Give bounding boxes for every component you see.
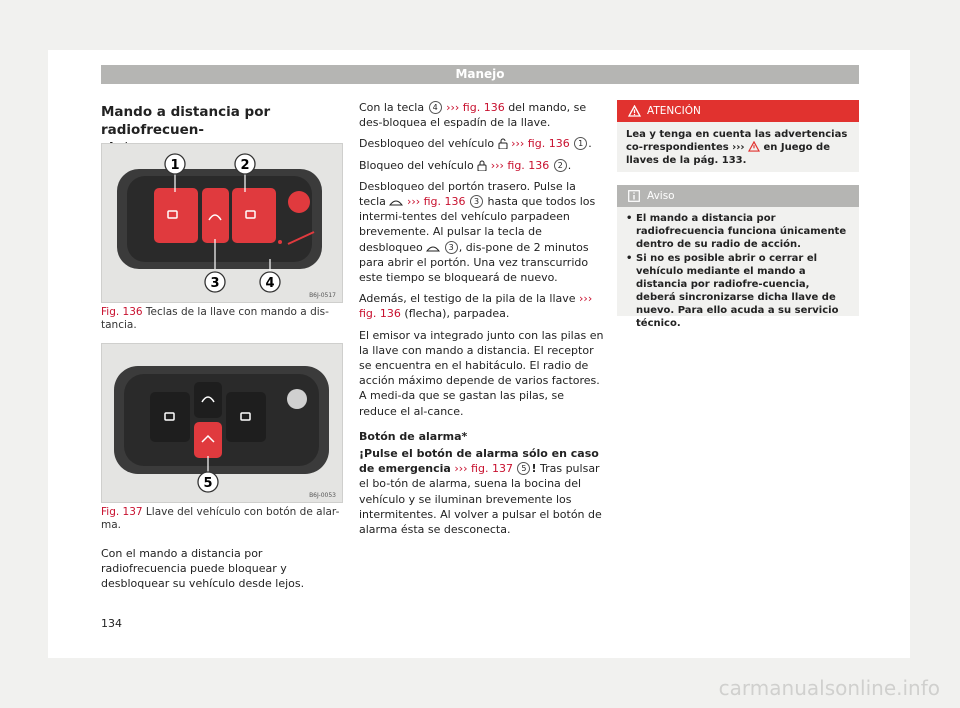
warning-link[interactable]: en Juego de llaves de la pág. 133.	[626, 142, 830, 166]
unlock-icon	[498, 138, 508, 149]
main-text-column	[359, 100, 604, 543]
figure-link[interactable]: ››› fig. 136	[490, 158, 550, 172]
svg-text:1: 1	[170, 158, 180, 173]
info-icon	[628, 190, 640, 202]
figure-137	[101, 343, 343, 503]
page-header: Manejo	[101, 65, 859, 84]
paragraph-key-blade: Con la tecla 4 ››› fig. 136 del mando, se des-bloquea el espadín de la llave.	[359, 101, 587, 130]
intro-paragraph	[101, 546, 341, 591]
warning-triangle-icon	[628, 105, 641, 117]
svg-text:4: 4	[265, 276, 275, 291]
figure-code: B6J-0517	[309, 292, 336, 299]
callout-1	[165, 154, 185, 174]
callout-ref: 2	[554, 159, 567, 172]
paragraph-unlock: Desbloqueo del vehículo ››› fig. 136 1 .	[359, 137, 592, 151]
note-header	[617, 185, 859, 207]
figure-136-caption	[101, 306, 341, 332]
callout-ref: 3	[470, 195, 483, 208]
list-item: • El mando a distancia por radiofrecuencia funciona únicamente dentro de su radio de acción.	[626, 212, 850, 251]
svg-text:2: 2	[240, 158, 250, 173]
section-title: Mando a distancia por radiofrecuen-	[101, 104, 271, 138]
key-illustration-137	[102, 344, 342, 502]
caption-label: Fig. 137	[101, 506, 143, 518]
figure-link[interactable]: ››› fig. 136	[406, 195, 466, 209]
list-item: • Si no es posible abrir o cerrar el vehículo mediante el mando a distancia por radiofre-cuencia, deberá sincronizarse dicha llave de nuevo. Para ello acuda a su servicio técnico.	[626, 252, 850, 330]
page-number: 134	[101, 617, 122, 630]
intro-text: Con el mando a distancia por radiofrecuencia puede bloquear y desbloquear su vehículo desde lejos.	[101, 547, 305, 590]
callout-ref: 1	[574, 137, 587, 150]
callout-4	[260, 272, 280, 292]
tailgate-icon	[389, 198, 403, 207]
figure-code: B6J-0053	[309, 492, 336, 499]
paragraph-alarm: ¡Pulse el botón de alarma sólo en caso de emergencia ››› fig. 137 5 ! Tras pulsar el bo-tón de alarma, suena la bocina del vehículo y se iluminan brevemente los intermitentes. Al volver a pulsar el botón de alarma ésta se desconecta.	[359, 447, 602, 537]
warning-box	[617, 100, 859, 172]
caption-text: Teclas de la llave con mando a dis-tancia.	[101, 306, 329, 331]
callout-ref: 4	[429, 101, 442, 114]
svg-text:5: 5	[203, 476, 213, 491]
watermark: carmanualsonline.info	[718, 676, 940, 700]
callout-ref: 5	[517, 462, 530, 475]
tailgate-icon	[426, 244, 440, 253]
note-text	[617, 207, 859, 336]
alarm-heading: Botón de alarma*	[359, 429, 468, 443]
callout-ref: 3	[445, 241, 458, 254]
caption-text: Llave del vehículo con botón de alar-ma.	[101, 506, 340, 531]
figure-137-caption	[101, 506, 341, 532]
svg-text:3: 3	[210, 276, 220, 291]
callout-2	[235, 154, 255, 174]
warning-text: Lea y tenga en cuenta las advertencias co-rrespondientes ››› en Juego de llaves de la pág. 133.	[626, 129, 848, 166]
figure-link[interactable]: ››› fig. 136	[446, 101, 505, 114]
paragraph-lock: Bloqueo del vehículo ››› fig. 136 2 .	[359, 158, 572, 172]
note-box	[617, 185, 859, 329]
paragraph-transmitter: El emisor va integrado junto con las pilas en la llave con mando a distancia. El receptor se encuentra en el habitáculo. El radio de acción máximo depende de varios factores. A medi-da que se gastan las pilas, se reduce el al-cance.	[359, 328, 604, 418]
warning-header	[617, 100, 859, 122]
key-illustration-136	[102, 144, 342, 302]
figure-136	[101, 143, 343, 303]
warning-title: ATENCIÓN	[647, 105, 701, 117]
caption-label: Fig. 136	[101, 306, 143, 318]
paragraph-battery: Además, el testigo de la pila de la llave ››› fig. 136 (flecha), parpadea.	[359, 292, 593, 321]
callout-5	[198, 472, 218, 492]
callout-3	[205, 272, 225, 292]
note-title: Aviso	[647, 190, 675, 202]
figure-link[interactable]: ››› fig. 137	[454, 462, 513, 476]
warning-triangle-icon	[748, 141, 760, 152]
paragraph-tailgate: Desbloqueo del portón trasero. Pulse la tecla ››› fig. 136 3 hasta que todos los intermi-tentes del vehículo parpadeen brevemente. Al pulsar la tecla de desbloqueo 3 , dis-pone de 2 minutos para abrir el portón. Una vez transcurrido este tiempo se bloqueará de nuevo.	[359, 179, 596, 285]
figure-link[interactable]: ››› fig. 136	[511, 137, 570, 151]
figure-link[interactable]: ››› fig. 136	[359, 292, 593, 321]
lock-icon	[477, 160, 487, 171]
